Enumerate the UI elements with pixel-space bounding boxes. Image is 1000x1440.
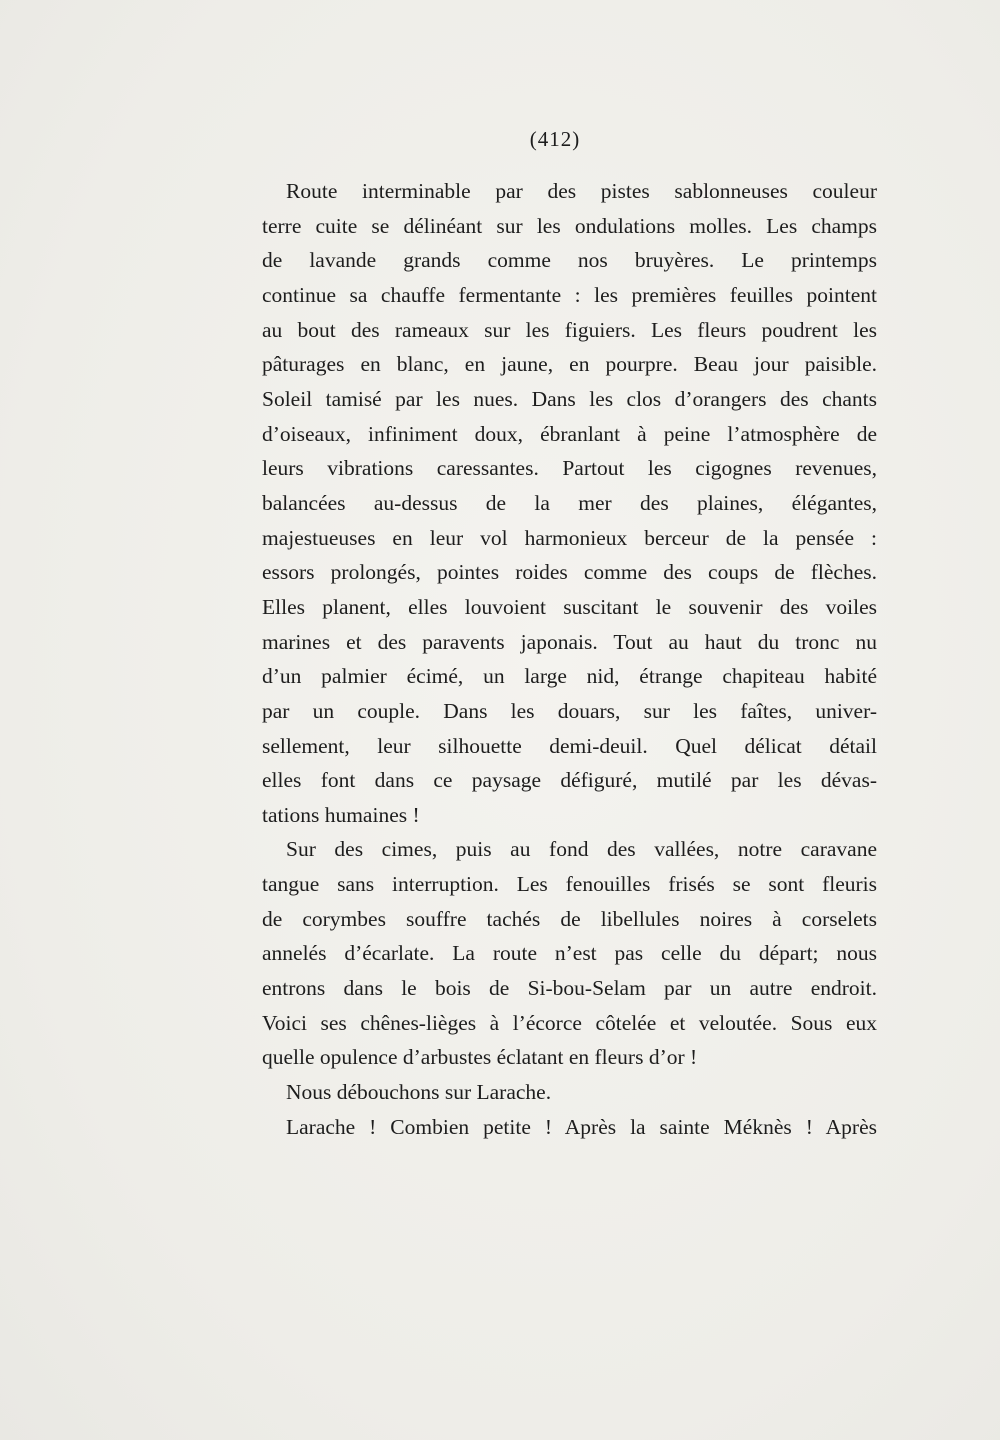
text-line: d’un palmier écimé, un large nid, étrange chapiteau habité	[262, 664, 877, 689]
text-line: par un couple. Dans les douars, sur les faîtes, univer-	[262, 698, 877, 723]
text-line: essors prolongés, pointes roides comme des coups de flèches.	[262, 560, 877, 585]
text-line: entrons dans le bois de Si-bou-Selam par un autre endroit.	[262, 976, 877, 1001]
text-line: continue sa chauffe fermentante : les premières feuilles pointent	[262, 282, 877, 307]
text-line: Soleil tamisé par les nues. Dans les clos d’orangers des chants	[262, 386, 877, 411]
text-line: au bout des rameaux sur les figuiers. Les fleurs poudrent les	[262, 317, 877, 342]
text-line: marines et des paravents japonais. Tout au haut du tronc nu	[262, 629, 877, 654]
text-line: Sur des cimes, puis au fond des vallées, notre caravane	[286, 837, 877, 862]
text-line: elles font dans ce paysage défiguré, mutilé par les dévas-	[262, 768, 877, 793]
text-line: pâturages en blanc, en jaune, en pourpre. Beau jour paisible.	[262, 352, 877, 377]
text-line: Voici ses chênes-lièges à l’écorce côtelée et veloutée. Sous eux	[262, 1010, 877, 1035]
text-line: Larache ! Combien petite ! Après la sainte Méknès ! Après	[286, 1114, 877, 1139]
paragraph	[262, 1075, 877, 1110]
paragraph	[262, 1110, 877, 1145]
text-line: Nous débouchons sur Larache.	[286, 1080, 552, 1105]
text-line: majestueuses en leur vol harmonieux berceur de la pensée :	[262, 525, 877, 550]
text-line: annelés d’écarlate. La route n’est pas celle du départ; nous	[262, 941, 877, 966]
text-line: tangue sans interruption. Les fenouilles frisés se sont fleuris	[262, 872, 877, 897]
text-line: terre cuite se délinéant sur les ondulations molles. Les champs	[262, 213, 877, 238]
text-line: de corymbes souffre tachés de libellules noires à corselets	[262, 906, 877, 931]
text-line: de lavande grands comme nos bruyères. Le printemps	[262, 248, 877, 273]
text-line: d’oiseaux, infiniment doux, ébranlant à peine l’atmosphère de	[262, 421, 877, 446]
text-line: sellement, leur silhouette demi-deuil. Quel délicat détail	[262, 733, 877, 758]
text-line: Elles planent, elles louvoient suscitant le souvenir des voiles	[262, 594, 877, 619]
text-line: tations humaines !	[262, 802, 420, 827]
text-line: Route interminable par des pistes sablonneuses couleur	[286, 179, 877, 203]
page-number: (412)	[529, 127, 581, 151]
text-line: leurs vibrations caressantes. Partout les cigognes revenues,	[262, 456, 877, 481]
body-text	[262, 174, 877, 1144]
paragraph	[262, 174, 877, 832]
paragraph	[262, 832, 877, 1075]
text-line: balancées au-dessus de la mer des plaines, élégantes,	[262, 490, 877, 515]
text-line: quelle opulence d’arbustes éclatant en fleurs d’or !	[262, 1045, 698, 1070]
